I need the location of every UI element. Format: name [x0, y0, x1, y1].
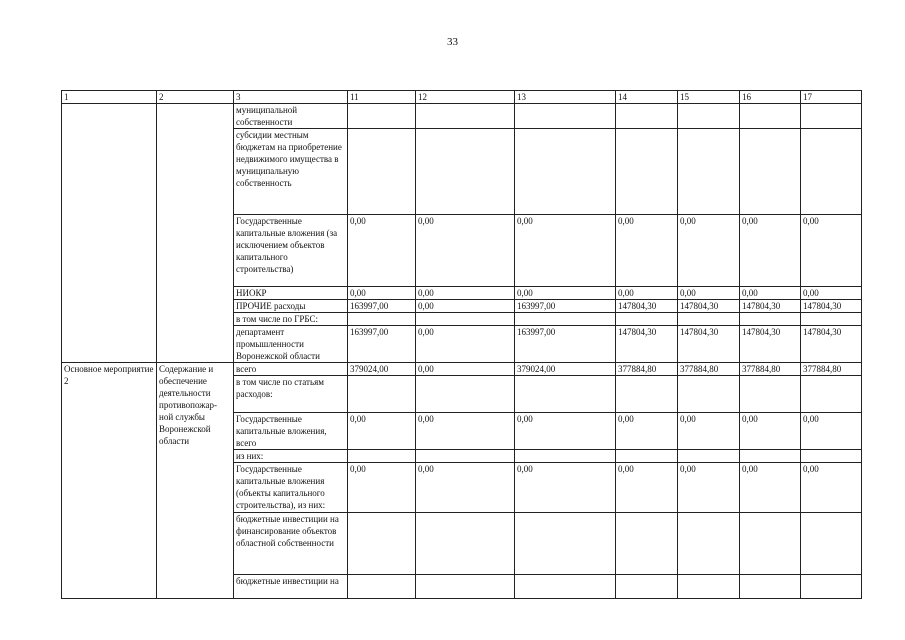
value-cell: 0,00	[740, 287, 801, 300]
value-cell	[616, 104, 678, 129]
value-cell	[515, 450, 616, 463]
value-cell: 163997,00	[515, 300, 616, 313]
value-cell	[616, 513, 678, 575]
row-label: в том числе по ГРБС:	[234, 313, 348, 326]
value-cell: 0,00	[416, 287, 515, 300]
value-cell: 0,00	[678, 463, 740, 513]
value-cell: 0,00	[348, 413, 416, 450]
value-cell: 163997,00	[348, 326, 416, 363]
page-number: 33	[447, 36, 458, 48]
value-cell	[678, 104, 740, 129]
value-cell: 0,00	[801, 287, 862, 300]
row-label: департамент промышленности Воронежской области	[234, 326, 348, 363]
value-cell: 147804,30	[740, 300, 801, 313]
activity-title: Основное мероприятие 2	[62, 363, 157, 599]
value-cell	[678, 450, 740, 463]
activity-cell-empty	[62, 104, 157, 363]
value-cell: 0,00	[740, 215, 801, 287]
value-cell	[616, 575, 678, 599]
value-cell	[801, 513, 862, 575]
value-cell	[515, 104, 616, 129]
value-cell: 0,00	[348, 215, 416, 287]
row-label: всего	[234, 363, 348, 376]
value-cell: 163997,00	[515, 326, 616, 363]
value-cell	[416, 129, 515, 215]
header-cell: 17	[801, 91, 862, 104]
value-cell: 163997,00	[348, 300, 416, 313]
value-cell: 377884,80	[616, 363, 678, 376]
value-cell: 0,00	[416, 413, 515, 450]
value-cell: 0,00	[678, 287, 740, 300]
value-cell	[515, 376, 616, 413]
value-cell	[348, 313, 416, 326]
value-cell: 0,00	[740, 463, 801, 513]
header-row	[62, 91, 862, 104]
value-cell	[740, 513, 801, 575]
value-cell	[348, 450, 416, 463]
value-cell	[416, 376, 515, 413]
value-cell	[740, 129, 801, 215]
value-cell	[801, 376, 862, 413]
activity-description: Содержание и обеспечение деятельности противопожар-ной службы Воронежской области	[157, 363, 234, 599]
value-cell: 147804,30	[740, 326, 801, 363]
value-cell	[678, 376, 740, 413]
value-cell: 0,00	[416, 300, 515, 313]
value-cell: 0,00	[416, 326, 515, 363]
row-label: Государственные капитальные вложения (за исключением объектов капитального строительства)	[234, 215, 348, 287]
row-label: ПРОЧИЕ расходы	[234, 300, 348, 313]
value-cell: 0,00	[348, 463, 416, 513]
value-cell: 0,00	[348, 287, 416, 300]
value-cell	[740, 313, 801, 326]
value-cell: 0,00	[801, 413, 862, 450]
row-label: Государственные капитальные вложения (объекты капитального строительства), из них:	[234, 463, 348, 513]
header-cell: 16	[740, 91, 801, 104]
header-cell: 15	[678, 91, 740, 104]
value-cell	[348, 376, 416, 413]
value-cell: 147804,30	[801, 300, 862, 313]
row-label: бюджетные инвестиции на финансирование объектов областной собственности	[234, 513, 348, 575]
name-cell-empty	[157, 104, 234, 363]
value-cell: 377884,80	[801, 363, 862, 376]
value-cell: 147804,30	[616, 300, 678, 313]
value-cell	[348, 104, 416, 129]
value-cell: 377884,80	[740, 363, 801, 376]
header-cell: 14	[616, 91, 678, 104]
table-row	[62, 363, 862, 376]
value-cell: 0,00	[515, 287, 616, 300]
value-cell	[678, 575, 740, 599]
value-cell: 147804,30	[801, 326, 862, 363]
value-cell	[348, 129, 416, 215]
value-cell	[616, 313, 678, 326]
value-cell: 0,00	[616, 413, 678, 450]
value-cell	[801, 450, 862, 463]
value-cell	[616, 376, 678, 413]
table-row	[62, 104, 862, 129]
value-cell	[416, 513, 515, 575]
value-cell	[740, 376, 801, 413]
value-cell	[801, 575, 862, 599]
value-cell	[348, 575, 416, 599]
value-cell: 0,00	[678, 215, 740, 287]
budget-table	[61, 90, 862, 599]
value-cell: 0,00	[616, 463, 678, 513]
value-cell	[740, 450, 801, 463]
value-cell	[515, 129, 616, 215]
value-cell: 379024,00	[348, 363, 416, 376]
row-label: в том числе по статьям расходов:	[234, 376, 348, 413]
value-cell	[416, 313, 515, 326]
value-cell	[416, 575, 515, 599]
value-cell: 0,00	[416, 215, 515, 287]
value-cell: 0,00	[416, 363, 515, 376]
value-cell: 0,00	[616, 215, 678, 287]
header-cell: 13	[515, 91, 616, 104]
value-cell: 377884,80	[678, 363, 740, 376]
row-label: НИОКР	[234, 287, 348, 300]
value-cell	[616, 129, 678, 215]
value-cell: 0,00	[616, 287, 678, 300]
header-cell: 12	[416, 91, 515, 104]
value-cell: 379024,00	[515, 363, 616, 376]
value-cell	[740, 575, 801, 599]
value-cell: 0,00	[678, 413, 740, 450]
value-cell	[678, 513, 740, 575]
value-cell	[616, 450, 678, 463]
value-cell	[740, 104, 801, 129]
header-cell: 3	[234, 91, 348, 104]
value-cell	[678, 129, 740, 215]
value-cell: 0,00	[801, 215, 862, 287]
value-cell	[801, 129, 862, 215]
value-cell	[515, 575, 616, 599]
row-label: Государственные капитальные вложения, всего	[234, 413, 348, 450]
value-cell	[515, 313, 616, 326]
header-cell: 2	[157, 91, 234, 104]
value-cell: 0,00	[515, 215, 616, 287]
row-label: муниципальной собственности	[234, 104, 348, 129]
value-cell: 147804,30	[616, 326, 678, 363]
value-cell: 0,00	[416, 463, 515, 513]
value-cell	[678, 313, 740, 326]
value-cell	[416, 450, 515, 463]
value-cell: 0,00	[801, 463, 862, 513]
header-cell: 11	[348, 91, 416, 104]
row-label: из них:	[234, 450, 348, 463]
value-cell: 147804,30	[678, 326, 740, 363]
value-cell: 0,00	[515, 463, 616, 513]
value-cell	[801, 313, 862, 326]
value-cell	[515, 513, 616, 575]
value-cell	[416, 104, 515, 129]
header-cell: 1	[62, 91, 157, 104]
value-cell	[348, 513, 416, 575]
value-cell	[801, 104, 862, 129]
value-cell: 0,00	[515, 413, 616, 450]
row-label: бюджетные инвестиции на	[234, 575, 348, 599]
value-cell: 0,00	[740, 413, 801, 450]
value-cell: 147804,30	[678, 300, 740, 313]
row-label: субсидии местным бюджетам на приобретение недвижимого имущества в муниципальную собственность	[234, 129, 348, 215]
